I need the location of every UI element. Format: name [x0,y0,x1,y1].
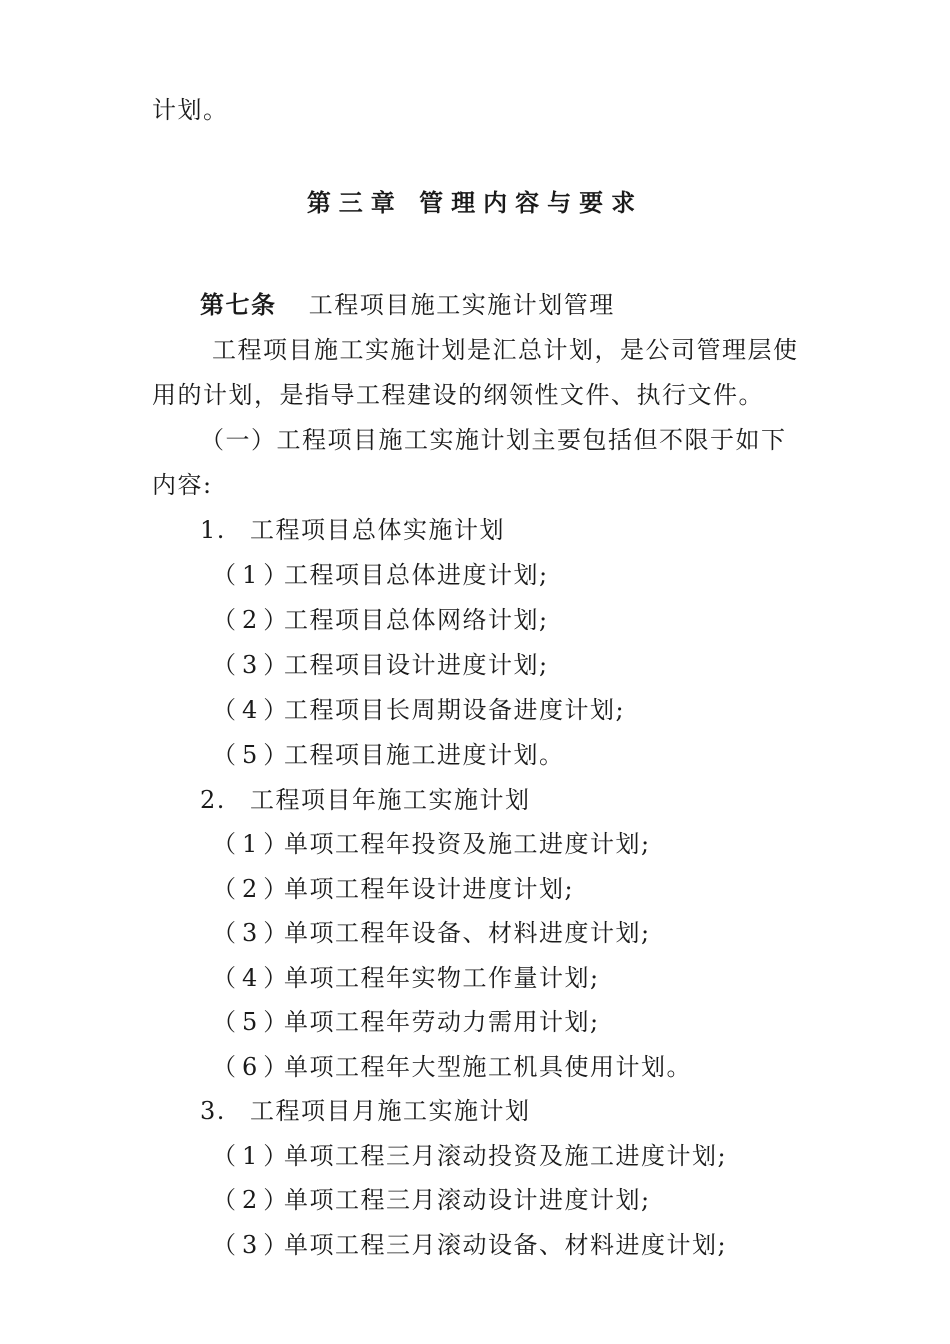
item-number: （3） [212,919,294,947]
list-item [212,874,574,904]
list-item [212,1230,727,1260]
item-text: 单项工程三月滚动设备、材料进度计划; [284,1231,728,1259]
intro-paragraph-line2: 用的计划，是指导工程建设的纲领性文件、执行文件。 [152,381,764,409]
list-item [212,918,651,948]
section-heading [200,515,505,545]
section-number: 2. [200,786,226,814]
item-number: （1） [212,1142,294,1170]
item-text: 单项工程三月滚动设计进度计划; [284,1186,651,1214]
list-item [212,1052,692,1082]
item-text: 单项工程年投资及施工进度计划; [284,830,651,858]
list-item [212,1185,651,1215]
section-title: 工程项目月施工实施计划 [250,1097,531,1125]
item-number: （3） [212,651,294,679]
carryover-text: 计划。 [152,96,229,124]
section-title: 工程项目年施工实施计划 [250,786,531,814]
item-text: 工程项目长周期设备进度计划; [284,696,626,724]
item-text: 单项工程年设备、材料进度计划; [284,919,651,947]
section-title: 工程项目总体实施计划 [250,516,505,544]
item-text: 单项工程年设计进度计划; [284,875,575,903]
list-item [212,560,549,590]
item-number: （2） [212,606,294,634]
item-text: 工程项目总体网络计划; [284,606,549,634]
item-text: 单项工程三月滚动投资及施工进度计划; [284,1142,728,1170]
item-number: （1） [212,830,294,858]
part1-paragraph-line1: （一）工程项目施工实施计划主要包括但不限于如下 [200,426,787,454]
list-item [212,829,651,859]
item-text: 单项工程年大型施工机具使用计划。 [284,1053,692,1081]
item-number: （4） [212,696,294,724]
item-number: （3） [212,1231,294,1259]
article-label: 第七条 [200,291,277,319]
item-number: （1） [212,561,294,589]
article-heading [200,290,615,320]
item-text: 单项工程年劳动力需用计划; [284,1008,600,1036]
item-number: （2） [212,875,294,903]
item-number: （5） [212,1008,294,1036]
list-item [212,1007,600,1037]
list-item [212,1141,727,1171]
list-item [212,605,549,635]
item-text: 单项工程年实物工作量计划; [284,964,600,992]
item-number: （5） [212,741,294,769]
list-item [212,650,549,680]
item-text: 工程项目设计进度计划; [284,651,549,679]
chapter-title: 第三章 管理内容与要求 [306,189,644,217]
part1-paragraph-line2: 内容: [152,471,213,499]
item-text: 工程项目总体进度计划; [284,561,549,589]
item-number: （2） [212,1186,294,1214]
section-heading [200,1096,531,1126]
intro-paragraph-line1: 工程项目施工实施计划是汇总计划，是公司管理层使 [212,336,799,364]
item-number: （6） [212,1053,294,1081]
list-item [212,695,625,725]
list-item [212,740,565,770]
article-title: 工程项目施工实施计划管理 [308,291,615,319]
item-number: （4） [212,964,294,992]
section-number: 3. [200,1097,226,1125]
list-item [212,963,600,993]
section-heading [200,785,531,815]
item-text: 工程项目施工进度计划。 [284,741,565,769]
section-number: 1. [200,516,226,544]
